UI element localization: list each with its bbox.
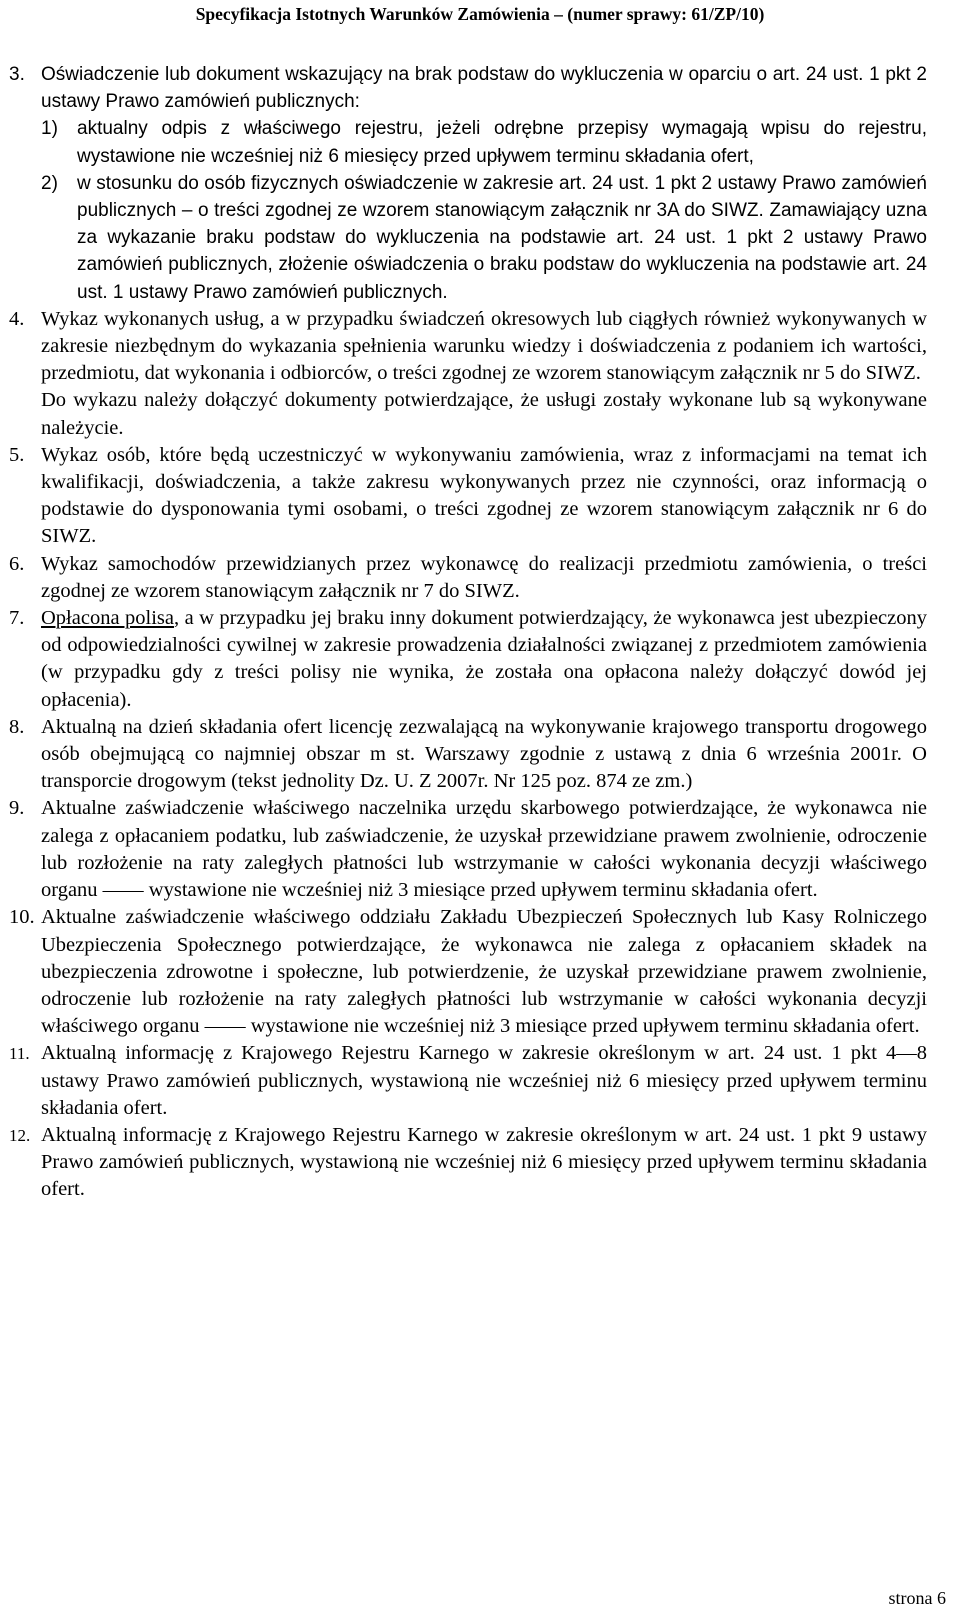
- page-number: strona 6: [888, 1588, 946, 1608]
- item-number: 5.: [9, 443, 25, 466]
- item-text: Aktualne zaświadczenie właściwego naczelnika urzędu skarbowego potwierdzające, że wykonawca nie zalega z opłacaniem podatku, lub zaświadczenie, że uzyskał przewidziane prawem zwolnienie, odroczenie lub rozłożenie na raty zaległych płatności lub wstrzymanie w całości wykonania decyzji właściwego organu —— wystawione nie wcześniej niż 3 miesiące przed upływem terminu składania ofert.: [41, 797, 927, 902]
- list-item-10: [9, 904, 927, 1040]
- item-text-note: Do wykazu należy dołączyć dokumenty potwierdzające, że usługi zostały wykonane lub są wykonywane należycie.: [41, 389, 927, 439]
- item-number: 10.: [9, 906, 35, 929]
- item-number: 4.: [9, 307, 25, 330]
- list-item-11: [9, 1040, 927, 1122]
- list-item-3: [9, 61, 927, 306]
- item-text: Aktualną informację z Krajowego Rejestru Karnego w zakresie określonym w art. 24 ust. 1 pkt 4—8 ustawy Prawo zamówień publicznych, wystawioną nie wcześniej niż 6 miesięcy przed upływem terminu składania ofert.: [41, 1042, 927, 1119]
- list-item-4: [9, 306, 927, 442]
- item-text: Aktualną na dzień składania ofert licencję zezwalającą na wykonywanie krajowego transportu drogowego osób obejmującą co najmniej obszar m st. Warszawy zgodnie z ustawą z dnia 6 września 2001r. O transporcie drogowym (tekst jednolity Dz. U. Z 2007r. Nr 125 poz. 874 ze zm.): [41, 715, 927, 793]
- list-item-6: [9, 551, 927, 605]
- list-item-7: [9, 605, 927, 714]
- list-item-5: [9, 442, 927, 551]
- underlined-term: Opłacona polisa: [41, 607, 174, 630]
- sub-item-text-cont: Zamawiający uzna za wykazanie braku podstaw do wykluczenia na podstawie art. 24 ust. 1 pkt 2 ustawy Prawo zamówień publicznych, złożenie oświadczenia o braku podstaw do wykluczenia na podstawie art. 24 ust. 1 ustawy Prawo zamówień publicznych.: [77, 200, 927, 303]
- item-text: Wykaz osób, które będą uczestniczyć w wykonywaniu zamówienia, wraz z informacjami na temat ich kwalifikacji, doświadczenia, a także zakresu wykonywanych przez nie czynności, oraz informacją o podstawie do dysponowania tymi osobami, o treści zgodnej ze wzorem stanowiącym załącznik nr 6 do SIWZ.: [41, 443, 927, 548]
- sub-item-2: [41, 170, 927, 306]
- page-header: Specyfikacja Istotnych Warunków Zamówienia – (numer sprawy: 61/ZP/10): [195, 4, 765, 24]
- item-number: 11.: [9, 1044, 30, 1064]
- sub-item-text: aktualny odpis z właściwego rejestru, jeżeli odrębne przepisy wymagają wpisu do rejestru, wystawione nie wcześniej niż 6 miesięcy przed upływem terminu składania ofert,: [77, 118, 927, 167]
- sub-item-number: 1): [41, 118, 58, 140]
- list-item-9: [9, 795, 927, 904]
- item-text-cont: 1 pkt 2 ustawy Prawo zamówień publicznych:: [41, 64, 927, 113]
- sub-item-number: 2): [41, 172, 58, 194]
- item-text: Aktualne zaświadczenie właściwego oddziału Zakładu Ubezpieczeń Społecznych lub Kasy Rolniczego Ubezpieczenia Społecznego potwierdzające, że wykonawca nie zalega z opłacaniem składek na ubezpieczenia zdrowotne i społeczne, lub potwierdzenie, że uzyskał przewidziane prawem zwolnienie, odroczenie lub rozłożenie na raty zaległych płatności lub wstrzymanie w całości wykonania decyzji właściwego organu —— wystawione nie wcześniej niż 3 miesiące przed upływem terminu składania ofert.: [41, 906, 927, 1038]
- item-text: Oświadczenie lub dokument wskazujący na brak podstaw do wykluczenia w oparciu o art. 24 ust.: [41, 64, 864, 85]
- item-number: 12.: [9, 1125, 31, 1145]
- sub-item-1: [41, 115, 927, 169]
- item-number: 9.: [9, 797, 25, 820]
- item-number: 8.: [9, 715, 25, 738]
- list-item-12: [9, 1122, 927, 1204]
- item-number: 3.: [9, 64, 25, 85]
- item-number: 7.: [9, 607, 25, 630]
- document-body: [9, 61, 927, 1204]
- sub-item-text: w stosunku do osób fizycznych oświadczenie w zakresie art. 24 ust. 1 pkt 2 ustawy Prawo zamówień publicznych – o treści zgodnej ze wzorem stanowiącym załącznik nr 3A do SIWZ.: [77, 172, 927, 222]
- item-number: 6.: [9, 552, 25, 575]
- item-text: Wykaz samochodów przewidzianych przez wykonawcę do realizacji przedmiotu zamówienia, o treści zgodnej ze wzorem stanowiącym załącznik nr 7 do SIWZ.: [41, 552, 927, 602]
- list-item-8: [9, 714, 927, 796]
- item-text: Aktualną informację z Krajowego Rejestru Karnego w zakresie określonym w art. 24 ust. 1 pkt 9 ustawy Prawo zamówień publicznych, wystawioną nie wcześniej niż 6 miesięcy przed upływem terminu składania ofert.: [41, 1123, 927, 1201]
- item-text: Wykaz wykonanych usług, a w przypadku świadczeń okresowych lub ciągłych również wykonywanych w zakresie niezbędnym do wykazania spełnienia warunku wiedzy i doświadczenia z podaniem ich wartości, przedmiotu, dat wykonania i odbiorców, o treści zgodnej ze wzorem stanowiącym załącznik nr 5 do SIWZ.: [41, 307, 927, 385]
- item-text: , a w przypadku jej braku inny dokument potwierdzający, że wykonawca jest ubezpieczony od odpowiedzialności cywilnej w zakresie prowadzenia działalności związanej z przedmiotem zamówienia (w przypadku gdy z treści polisy nie wynika, że została ona opłacona należy dołączyć dowód jej opłacenia).: [41, 607, 928, 711]
